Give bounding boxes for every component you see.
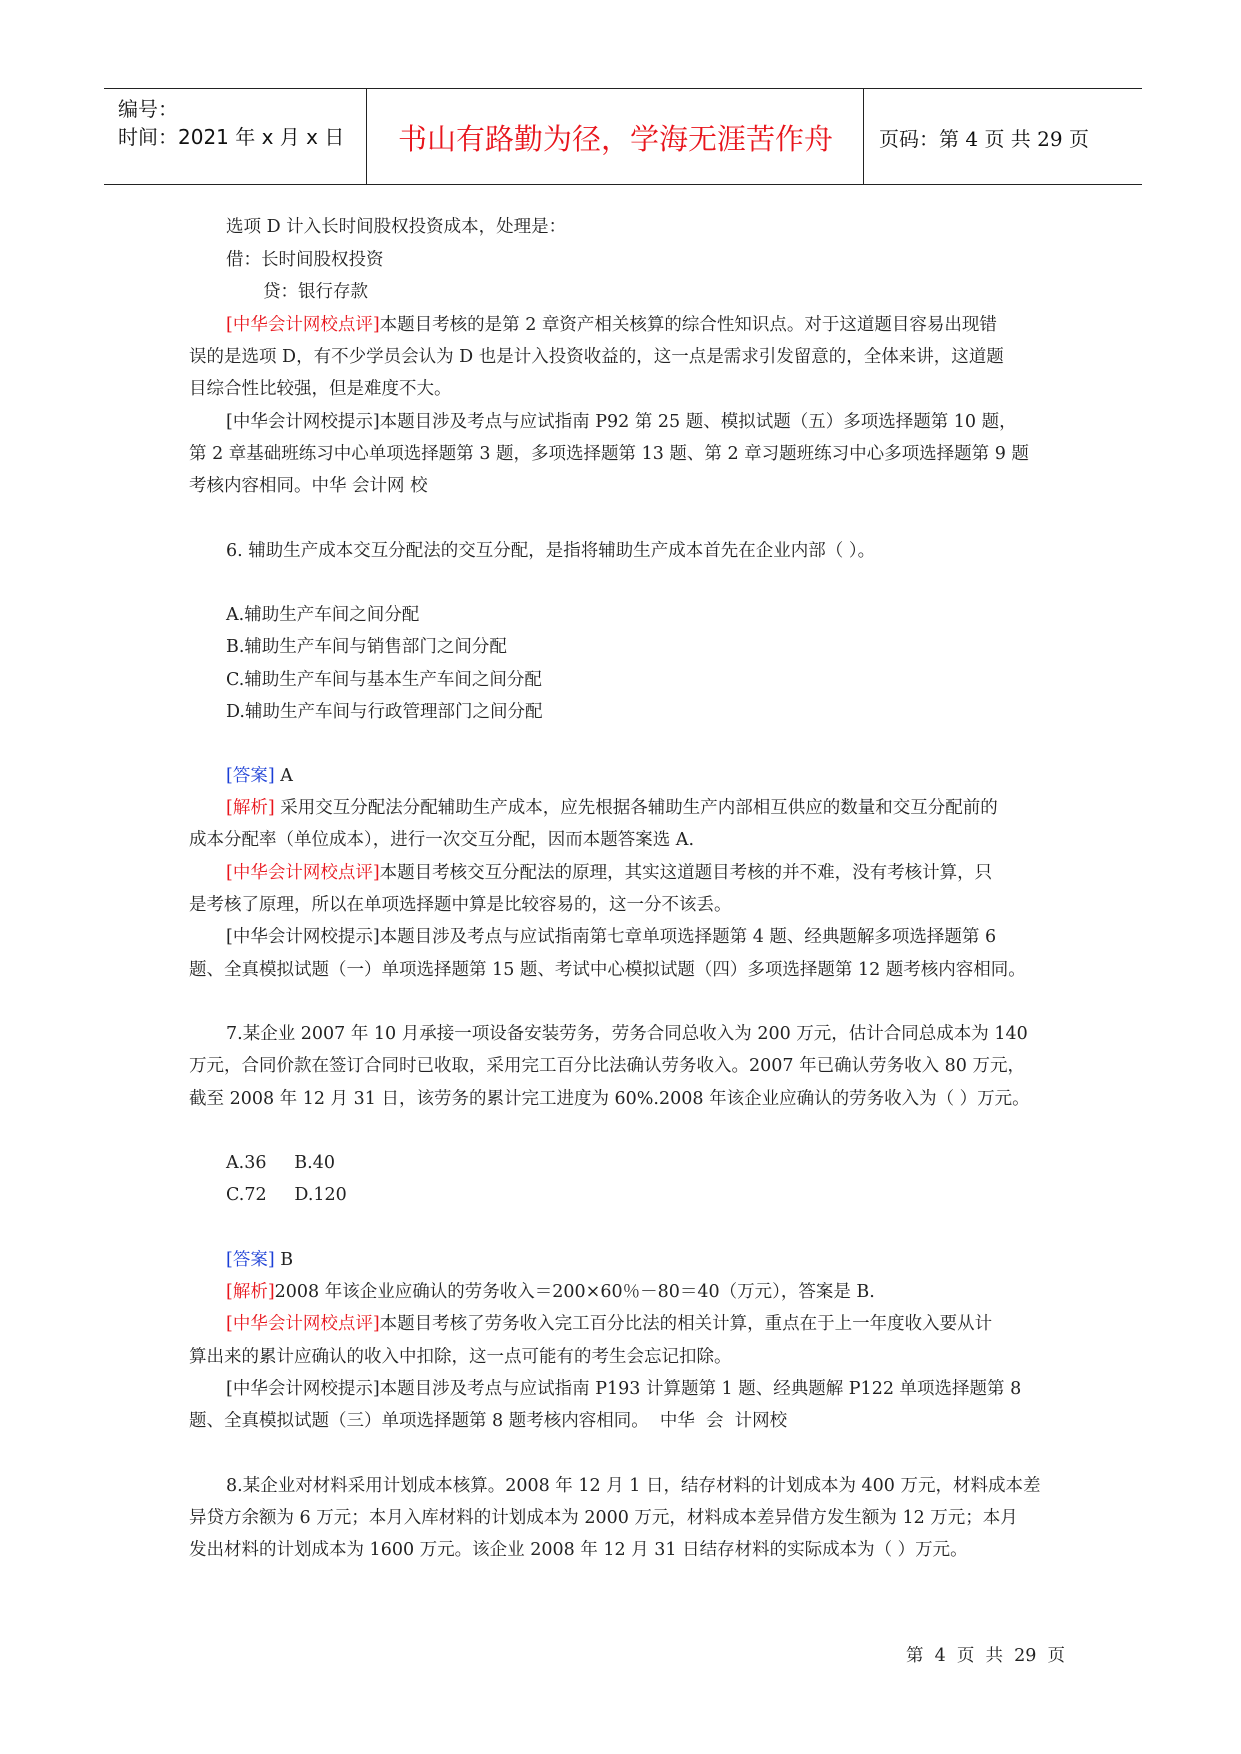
paragraph: 是考核了原理，所以在单项选择题中算是比较容易的，这一分不该丢。: [189, 895, 732, 915]
document-number-label: 编号：: [118, 97, 178, 121]
paragraph: 异贷方余额为 6 万元；本月入库材料的计划成本为 2000 万元，材料成本差异借方发生额为 12 万元；本月: [189, 1508, 1018, 1528]
header-left-cell: [104, 89, 367, 184]
tip-line: [226, 1373, 1021, 1406]
paragraph: 贷：银行存款: [263, 282, 368, 302]
question-7-options-ab: A.36 B.40: [226, 1153, 335, 1173]
analysis-line: [226, 792, 998, 825]
question-6-option-b: B.辅助生产车间与销售部门之间分配: [226, 637, 507, 657]
question-8: 8.某企业对材料采用计划成本核算。2008 年 12 月 1 日，结存材料的计划成本为 400 万元，材料成本差: [226, 1476, 1041, 1496]
answer-line: [226, 760, 293, 793]
question-6-option-a: A.辅助生产车间之间分配: [226, 605, 420, 625]
answer-tag: [答案]: [226, 766, 275, 786]
tip-tag: [中华会计网校提示]: [226, 1379, 380, 1399]
review-tag: [中华会计网校点评]: [226, 315, 380, 335]
analysis-text: 2008 年该企业应确认的劳务收入＝200×60％－80＝40（万元），答案是 B.: [274, 1282, 875, 1302]
paragraph: 题、全真模拟试题（一）单项选择题第 15 题、考试中心模拟试题（四）多项选择题第 12 题考核内容相同。: [189, 960, 1026, 980]
document-time-label: 时间：2021 年 x 月 x 日: [118, 125, 345, 149]
page-footer: 第 4 页 共 29 页: [906, 1646, 1066, 1666]
answer-value: A: [274, 766, 293, 786]
paragraph: 截至 2008 年 12 月 31 日，该劳务的累计完工进度为 60%.2008 年该企业应确认的劳务收入为（ ）万元。: [189, 1089, 1030, 1109]
answer-tag: [答案]: [226, 1250, 275, 1270]
tip-tag: [中华会计网校提示]: [226, 412, 380, 432]
comment-text: 本题目考核的是第 2 章资产相关核算的综合性知识点。对于这道题目容易出现错: [379, 315, 997, 335]
comment-text: 本题目考核了劳务收入完工百分比法的相关计算，重点在于上一年度收入要从计: [379, 1314, 993, 1334]
paragraph: 万元，合同价款在签订合同时已收取，采用完工百分比法确认劳务收入。2007 年已确认劳务收入 80 万元，: [189, 1056, 1025, 1076]
paragraph: 第 2 章基础班练习中心单项选择题第 3 题，多项选择题第 13 题、第 2 章习题班练习中心多项选择题第 9 题: [189, 444, 1029, 464]
paragraph: 算出来的累计应确认的收入中扣除，这一点可能有的考生会忘记扣除。: [189, 1347, 732, 1367]
question-6-option-d: D.辅助生产车间与行政管理部门之间分配: [226, 702, 543, 722]
answer-line: [226, 1244, 293, 1277]
paragraph: 误的是选项 D，有不少学员会认为 D 也是计入投资收益的，这一点是需求引发留意的，全体来讲，这道题: [189, 347, 1004, 367]
tip-line: [226, 406, 1017, 439]
paragraph: 目综合性比较强，但是难度不大。: [189, 379, 452, 399]
tip-tag: [中华会计网校提示]: [226, 927, 380, 947]
paragraph: 借：长时间股权投资: [226, 250, 384, 270]
question-7-options-cd: C.72 D.120: [226, 1185, 347, 1205]
question-6: 6. 辅助生产成本交互分配法的交互分配，是指将辅助生产成本首先在企业内部（ ）。: [226, 541, 876, 561]
page-header: [104, 88, 1142, 185]
comment-line: [226, 309, 997, 342]
header-motto-cell: [368, 89, 864, 184]
paragraph: 题、全真模拟试题（三）单项选择题第 8 题考核内容相同。 中华 会 计网校: [189, 1411, 788, 1431]
analysis-line: [226, 1276, 875, 1309]
question-6-option-c: C.辅助生产车间与基本生产车间之间分配: [226, 670, 542, 690]
question-7: 7.某企业 2007 年 10 月承接一项设备安装劳务，劳务合同总收入为 200 万元，估计合同总成本为 140: [226, 1024, 1028, 1044]
analysis-tag: [解析]: [226, 1282, 275, 1302]
tip-text: 本题目涉及考点与应试指南 P193 计算题第 1 题、经典题解 P122 单项选择题第 8: [379, 1379, 1022, 1399]
answer-value: B: [274, 1250, 294, 1270]
analysis-tag: [解析]: [226, 798, 275, 818]
paragraph: 选项 D 计入长时间股权投资成本，处理是：: [226, 217, 567, 237]
paragraph: 考核内容相同。中华 会计网 校: [189, 476, 428, 496]
comment-text: 本题目考核交互分配法的原理，其实这道题目考核的并不难，没有考核计算，只: [379, 863, 993, 883]
analysis-text: 采用交互分配法分配辅助生产成本，应先根据各辅助生产内部相互供应的数量和交互分配前的: [274, 798, 998, 818]
tip-text: 本题目涉及考点与应试指南 P92 第 25 题、模拟试题（五）多项选择题第 10 题，: [379, 412, 1017, 432]
paragraph: 成本分配率（单位成本），进行一次交互分配，因而本题答案选 A.: [189, 830, 695, 850]
review-tag: [中华会计网校点评]: [226, 863, 380, 883]
review-tag: [中华会计网校点评]: [226, 1314, 380, 1334]
comment-line: [226, 857, 992, 890]
tip-text: 本题目涉及考点与应试指南第七章单项选择题第 4 题、经典题解多项选择题第 6: [379, 927, 997, 947]
header-motto: 书山有路勤为径，学海无涯苦作舟: [397, 122, 833, 156]
paragraph: 发出材料的计划成本为 1600 万元。该企业 2008 年 12 月 31 日结存材料的实际成本为（ ）万元。: [189, 1540, 968, 1560]
header-page-cell: [865, 89, 1142, 184]
header-page-number: 页码：第 4 页 共 29 页: [879, 127, 1089, 151]
tip-line: [226, 921, 996, 954]
comment-line: [226, 1308, 992, 1341]
